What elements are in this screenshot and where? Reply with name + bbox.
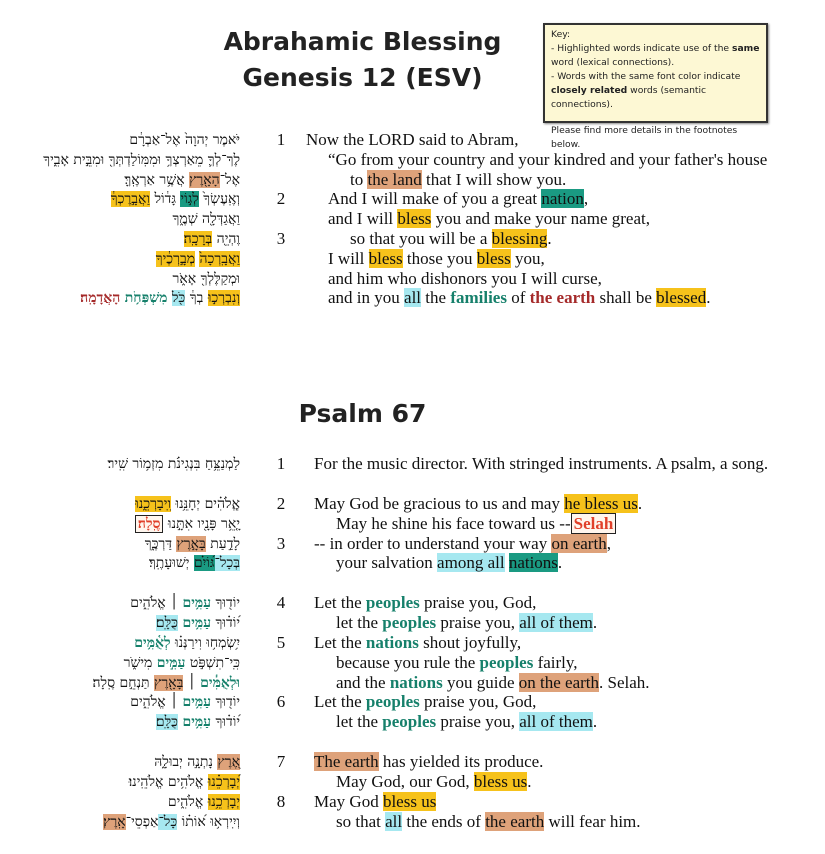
- verse-line: [0, 514, 825, 534]
- hebrew-segment: וּמְקַלֶּלְךָ֖ אָאֹ֑ר: [172, 270, 240, 287]
- hebrew-text: [130, 593, 240, 613]
- hebrew-text: [173, 269, 240, 289]
- hebrew-text: [80, 288, 240, 308]
- verse-number: 6: [276, 692, 286, 712]
- english-marked-word: nations: [365, 633, 419, 652]
- english-marked-word: peoples: [365, 692, 420, 712]
- hebrew-marked-word: עַמִּ֥ים: [182, 595, 212, 612]
- english-segment: Now the LORD said to Abram,: [306, 130, 519, 149]
- english-marked-word: families: [450, 288, 507, 308]
- hebrew-text: [43, 150, 240, 170]
- key-text: word (lexical connections).: [551, 57, 675, 68]
- hebrew-segment: אֱֽלֹהִ֗ים יְחָנֵּ֥נוּ: [171, 496, 240, 512]
- hebrew-segment: אַפְסֵי־: [125, 813, 159, 830]
- verse-number: 1: [276, 130, 286, 149]
- english-marked-word: bless: [368, 248, 403, 268]
- verse-line: [0, 792, 825, 812]
- english-marked-word: peoples: [365, 593, 420, 613]
- hebrew-segment: וְיִֽירְא֥וּ א֝וֹת֗וֹ: [177, 813, 240, 830]
- selah-marker: Selah: [571, 513, 617, 534]
- hebrew-text: [135, 494, 240, 514]
- english-segment: praise you,: [436, 613, 520, 633]
- verse-line: [0, 613, 825, 633]
- hebrew-marked-word: בָּאָ֖רֶץ: [154, 674, 184, 691]
- english-segment: let the: [336, 712, 383, 732]
- english-segment: you,: [510, 248, 545, 268]
- psalm-title: Psalm 67: [298, 399, 427, 428]
- hebrew-marked-word: וַאֲבָ֣רֶכְךָ֔: [110, 191, 151, 208]
- verse-line: [0, 673, 825, 693]
- hebrew-text: [154, 752, 240, 772]
- key-bold: closely related: [551, 85, 628, 96]
- hebrew-text: [168, 792, 240, 812]
- hebrew-text: [173, 209, 240, 229]
- english-text: [314, 454, 768, 474]
- hebrew-marked-word: עַמִּ֣ים: [156, 654, 186, 671]
- english-segment: .: [637, 494, 643, 513]
- english-marked-word: all: [404, 288, 422, 308]
- hebrew-text: [108, 454, 240, 474]
- english-segment: .: [592, 613, 598, 633]
- verse-number: 3: [276, 533, 286, 553]
- hebrew-segment: תַּנְחֵ֣ם סֶֽלָה׃: [92, 674, 155, 691]
- verse-number: 1: [276, 454, 286, 473]
- english-segment: that I will show you.: [421, 169, 567, 189]
- key-bold: same: [731, 43, 760, 54]
- hebrew-text: [134, 633, 240, 653]
- english-text: [314, 633, 521, 653]
- english-segment: And I will make of you a great: [328, 189, 542, 209]
- english-segment: has yielded its produce.: [378, 752, 544, 772]
- english-marked-word: nation: [541, 189, 584, 209]
- hebrew-segment: ׀ אֱלֹהִ֑ים: [130, 694, 183, 711]
- english-segment: the: [421, 288, 451, 308]
- english-segment: praise you,: [436, 712, 520, 732]
- english-segment: shout joyfully,: [418, 633, 522, 652]
- english-segment: Let the: [314, 593, 366, 613]
- english-segment: let the: [336, 613, 383, 633]
- english-text: [314, 593, 536, 613]
- english-segment: May God: [314, 791, 383, 811]
- english-text: [328, 150, 767, 170]
- english-segment: May he shine his face toward us --: [336, 513, 571, 533]
- hebrew-marked-word: אֶ֭רֶץ: [217, 754, 240, 771]
- hebrew-marked-word: לְאֻ֫מִּ֥ים: [134, 635, 171, 651]
- hebrew-text: [184, 229, 240, 249]
- english-segment: you and make your name great,: [431, 209, 650, 229]
- hebrew-segment: ׀ אֱלֹהִ֑ים: [130, 595, 183, 612]
- english-marked-word: nations: [389, 672, 443, 692]
- hebrew-marked-word: בְּכָל־: [214, 555, 240, 572]
- hebrew-text: [156, 712, 240, 732]
- verse-line: [0, 653, 825, 673]
- hebrew-marked-word: כֻּלָּֽם׃: [155, 714, 178, 731]
- english-segment: so that: [336, 811, 386, 831]
- hebrew-marked-word: עַמִּ֥ים: [182, 714, 212, 731]
- english-segment: . Selah.: [599, 672, 650, 692]
- english-segment: to: [350, 169, 368, 189]
- hebrew-marked-word: הָאֲדָמָֽה׃: [80, 290, 121, 307]
- hebrew-segment: ׀: [183, 674, 201, 691]
- verse-line: [0, 593, 825, 613]
- english-marked-word: all: [385, 811, 403, 831]
- english-marked-word: The earth: [314, 752, 379, 772]
- hebrew-text: [149, 553, 240, 573]
- english-text: [336, 712, 597, 732]
- english-marked-word: bless us: [473, 772, 528, 791]
- english-segment: “Go from your country and your kindred and your father's house: [328, 149, 768, 169]
- hebrew-segment: יְשׁוּעָתֶֽךָ׃: [148, 555, 194, 572]
- hebrew-segment: כִּֽי־תִשְׁפֹּ֣ט: [185, 654, 240, 671]
- english-marked-word: blessed: [656, 288, 707, 308]
- verse-number: 5: [276, 633, 286, 652]
- verse-number: 4: [276, 593, 286, 613]
- english-segment: .: [706, 288, 711, 308]
- verse-number: 2: [276, 494, 286, 513]
- english-text: [314, 792, 436, 812]
- hebrew-marked-word: כָּל־: [158, 813, 178, 830]
- english-marked-word: peoples: [479, 652, 534, 672]
- key-line-lexical: [551, 42, 760, 70]
- english-segment: .: [592, 712, 598, 732]
- english-segment: so that you will be a: [350, 229, 492, 248]
- hebrew-text: [124, 170, 240, 190]
- hebrew-marked-word: וּלְאֻמִּ֓ים: [200, 674, 240, 691]
- verse-number: 7: [276, 752, 286, 772]
- hebrew-segment: יֹּאמֶר יְהוָה֙ אֶל־אַבְרָ֔ם: [129, 132, 240, 148]
- english-segment: Let the: [314, 633, 366, 652]
- hebrew-segment: לָדַ֣עַת: [205, 535, 240, 552]
- english-marked-word: bless us: [382, 791, 437, 811]
- hebrew-text: [135, 514, 240, 534]
- key-text: - Highlighted words indicate use of the: [551, 43, 732, 54]
- english-marked-word: the earth: [485, 811, 545, 831]
- english-segment: of: [506, 288, 530, 308]
- english-text: [350, 229, 552, 249]
- english-marked-word: bless: [476, 248, 511, 268]
- english-segment: ,: [606, 533, 611, 553]
- hebrew-segment: נָתְנָ֣ה יְבוּלָ֑הּ: [154, 754, 218, 771]
- verse-line: [0, 189, 825, 209]
- verse-line: [0, 209, 825, 229]
- english-text: [314, 494, 642, 514]
- english-segment: you guide: [442, 672, 519, 692]
- english-segment: and in you: [328, 288, 405, 308]
- english-segment: .: [557, 553, 563, 573]
- hebrew-marked-word: מִשְׁפְּחֹ֥ת: [124, 290, 168, 307]
- hebrew-marked-word: יְבָרְכֵ֥נוּ: [207, 793, 240, 810]
- hebrew-segment: וַאֲגַדְּלָ֖ה שְׁמֶ֑ךָ: [172, 211, 240, 228]
- hebrew-segment: יוֹד֖וּךָ: [211, 595, 240, 612]
- hebrew-text: [129, 772, 240, 792]
- verse-line: [0, 288, 825, 308]
- english-marked-word: bless: [397, 209, 432, 229]
- hebrew-text: [129, 130, 240, 150]
- english-segment: and I will: [328, 209, 398, 229]
- english-segment: shall be: [595, 288, 657, 308]
- english-marked-word: peoples: [382, 613, 437, 633]
- title-line-2: Genesis 12 (ESV): [242, 63, 483, 92]
- english-marked-word: among all: [437, 553, 505, 573]
- english-segment: May God, our God,: [336, 772, 474, 791]
- english-marked-word: peoples: [382, 712, 437, 732]
- hebrew-text: [156, 613, 240, 633]
- hebrew-marked-word: כֻּלָּֽם׃: [155, 615, 178, 632]
- hebrew-segment: בְךָ֔: [185, 290, 208, 307]
- hebrew-segment: י֝וֹד֗וּךָ: [211, 714, 240, 731]
- hebrew-text: [103, 812, 240, 832]
- key-text: words (semantic connections).: [551, 85, 707, 110]
- english-marked-word: the earth: [529, 288, 596, 308]
- hebrew-text: [124, 653, 240, 673]
- hebrew-text: [145, 534, 240, 554]
- english-text: [350, 170, 566, 190]
- verse-line: [0, 454, 825, 474]
- english-text: [336, 553, 562, 573]
- english-text: [314, 752, 543, 772]
- english-marked-word: the land: [367, 169, 422, 189]
- english-segment: will fear him.: [544, 811, 641, 831]
- english-segment: those you: [402, 248, 477, 268]
- hebrew-marked-word: סֶֽלָה׃: [135, 515, 164, 533]
- hebrew-segment: אֲשֶׁ֥ר אַרְאֶֽךָּ׃: [124, 171, 190, 188]
- english-segment: May God be gracious to us and may: [314, 494, 565, 513]
- hebrew-segment: לַמְנַצֵּ֥חַ בִּנְגִינֹ֗ת מִזְמ֥וֹר שִֽׁיר׃: [107, 456, 240, 472]
- verse-number: 3: [276, 229, 286, 248]
- verse-number: 2: [276, 189, 286, 209]
- english-marked-word: nations: [508, 553, 558, 573]
- english-text: [328, 269, 602, 289]
- english-segment: praise you, God,: [419, 593, 537, 613]
- english-text: [328, 209, 650, 229]
- key-text: - Words with the same font color indicate: [551, 71, 741, 82]
- hebrew-marked-word: בְּרָכָֽה׃: [183, 231, 213, 247]
- verse-line: [0, 229, 825, 249]
- verse-line: [0, 812, 825, 832]
- english-text: [328, 189, 588, 209]
- english-marked-word: all of them: [519, 613, 593, 633]
- verse-line: [0, 494, 825, 514]
- hebrew-marked-word: יְ֝בָרְכֵ֗נוּ: [207, 774, 240, 790]
- hebrew-segment: אֱלֹהִ֑ים: [167, 793, 208, 810]
- hebrew-marked-word: הָאָ֖רֶץ: [189, 171, 220, 188]
- verse-line: [0, 150, 825, 170]
- key-line-semantic: [551, 70, 760, 112]
- english-marked-word: all of them: [519, 712, 593, 732]
- english-segment: .: [547, 229, 552, 248]
- hebrew-text: [92, 673, 240, 693]
- verse-line: [0, 692, 825, 712]
- english-segment: and the: [336, 672, 390, 692]
- hebrew-segment: יִ֥שְׂמְח֥וּ וִירַנְּנ֗וּ: [170, 635, 240, 651]
- hebrew-segment: יוֹד֖וּךָ: [211, 694, 240, 711]
- hebrew-marked-word: גּ֝וֹיִ֗ם: [193, 555, 215, 572]
- english-segment: fairly,: [533, 652, 578, 672]
- english-segment: -- in order to understand your way: [314, 533, 552, 553]
- hebrew-segment: אֱלֹהִ֥ים אֱלֹהֵֽינוּ׃: [128, 774, 208, 790]
- verse-line: [0, 130, 825, 150]
- english-text: [336, 613, 597, 633]
- verse-line: [0, 269, 825, 289]
- english-text: [336, 673, 650, 693]
- hebrew-marked-word: וִֽיבָרְכֵ֑נוּ: [135, 496, 172, 512]
- english-marked-word: blessing: [491, 229, 548, 248]
- hebrew-text: [111, 189, 240, 209]
- key-box: [543, 23, 768, 150]
- english-text: [336, 772, 532, 792]
- english-marked-word: on the earth: [518, 672, 600, 692]
- english-segment: praise you, God,: [419, 692, 537, 712]
- hebrew-marked-word: בָּאָ֣רֶץ: [176, 535, 206, 552]
- hebrew-text: [156, 249, 240, 269]
- english-marked-word: he bless us: [564, 494, 638, 513]
- hebrew-segment: מִישֹׁ֑ר: [123, 654, 157, 671]
- hebrew-segment: לֶךְ־לְךָ֛ מֵאַרְצְךָ֥ וּמִמּֽוֹלַדְתְּךָ֖ וּמִבֵּ֣ית אָבִ֑יךָ: [43, 151, 240, 168]
- verse-line: [0, 633, 825, 653]
- verse-number: 8: [276, 791, 286, 811]
- english-text: [336, 812, 641, 832]
- hebrew-segment: דַּרְכֶּ֑ךָ: [144, 535, 177, 552]
- hebrew-segment: י֝וֹד֗וּךָ: [211, 615, 240, 632]
- hebrew-marked-word: מְבָ֣רְכֶ֔יךָ: [155, 250, 196, 267]
- english-marked-word: on earth: [551, 533, 607, 553]
- title-line-1: Abrahamic Blessing: [223, 27, 502, 56]
- hebrew-segment: גָּד֔וֹל: [150, 191, 181, 208]
- verse-line: [0, 772, 825, 792]
- english-text: [336, 514, 616, 534]
- hebrew-marked-word: וַאֲבָֽרְכָה֙: [199, 250, 240, 267]
- english-segment: and him who dishonors you I will curse,: [328, 268, 602, 288]
- english-text: [336, 653, 578, 673]
- key-footer: Please find more details in the footnotes below.: [551, 125, 738, 150]
- english-text: [314, 534, 611, 554]
- hebrew-marked-word: לְג֣וֹי: [180, 191, 199, 208]
- english-text: [306, 130, 518, 150]
- hebrew-marked-word: וְנִבְרְכ֣וּ: [207, 290, 240, 307]
- english-text: [328, 249, 545, 269]
- hebrew-marked-word: עַמִּ֥ים: [182, 615, 212, 632]
- hebrew-segment: אֶל־: [219, 171, 240, 188]
- english-segment: your salvation: [336, 553, 438, 573]
- verse-line: [0, 712, 825, 732]
- hebrew-marked-word: עַמִּ֥ים: [182, 694, 212, 711]
- english-segment: because you rule the: [336, 652, 480, 672]
- english-text: [314, 692, 536, 712]
- english-segment: For the music director. With stringed instruments. A psalm, a song.: [314, 454, 769, 473]
- verse-line: [0, 534, 825, 554]
- hebrew-marked-word: כֹּ֖ל: [171, 290, 186, 307]
- verse-line: [0, 553, 825, 573]
- hebrew-marked-word: אָֽרֶץ׃: [103, 813, 126, 830]
- english-text: [328, 288, 710, 308]
- english-segment: the ends of: [402, 811, 486, 831]
- english-segment: ,: [583, 189, 589, 209]
- hebrew-segment: יָ֤אֵ֥ר פָּנָ֖יו אִתָּ֣נוּ: [163, 515, 240, 532]
- english-segment: Let the: [314, 692, 366, 712]
- hebrew-text: [130, 692, 240, 712]
- verse-line: [0, 170, 825, 190]
- verse-line: [0, 249, 825, 269]
- hebrew-segment: וְאֶֽעֶשְׂךָ֙: [198, 191, 240, 208]
- english-segment: .: [527, 772, 532, 791]
- verse-line: [0, 752, 825, 772]
- hebrew-segment: וֶהְיֵ֖ה: [212, 231, 240, 247]
- key-heading: Key:: [551, 29, 571, 40]
- english-segment: I will: [328, 248, 369, 268]
